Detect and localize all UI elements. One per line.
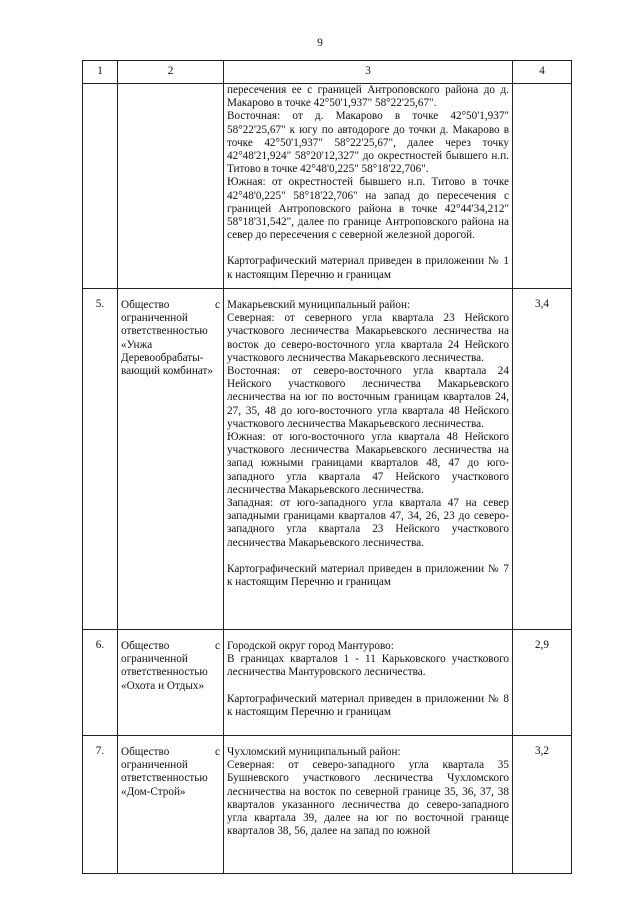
header-cell: 4 [513,61,572,84]
organization-line: Общество с [121,746,220,758]
boundary-description [224,84,513,289]
description-paragraph: Восточная: от северо-восточного угла квартала 24 Нейского участкового лесничества Макарьевского лесничества на юг по восточным границам кварталов 24, 27, 35, 48 до юго-восточного угла квартала 48 Нейского участкового лесничества Макарьевского лесничества. [227,365,509,430]
description-paragraph: Чухломский муниципальный район: [227,746,401,758]
row-number [83,84,118,289]
territories-table [82,60,572,874]
table-row [83,736,572,874]
description-paragraph: пересечения ее с границей Антроповского района до д. Макарово в точке 42°50'1,937" 58°22'25,67". [227,84,509,110]
table-header-row [83,61,572,84]
organization-cell [118,736,224,874]
organization-line: ответственностью [121,772,208,785]
organization-line: «Дом-Строй» [121,785,186,798]
table-row [83,630,572,736]
organization-line: ограниченной [121,653,188,666]
zone-cell: 3,4 [513,289,572,630]
boundary-description [224,630,513,736]
zone-cell: 2,9 [513,630,572,736]
table-row [83,84,572,289]
row-number: 7. [83,736,118,874]
organization-line: Деревообрабаты- [121,351,204,364]
organization-cell [118,84,224,289]
row-number: 5. [83,289,118,630]
description-paragraph: Северная: от северного угла квартала 23 Нейского участкового лесничества Макарьевского лесничества на восток до северо-восточного угла квартала 24 Нейского участкового лесничества Макарьевского лесничества. [227,312,509,364]
organization-line: Общество с [121,299,220,311]
description-paragraph: Северная: от северо-западного угла квартала 35 Бушневского участкового лесничества Чухломского лесничества на восток по северной границе 35, 36, 37, 38 кварталов указанного лесничества до северо-западного угла квартала 39, далее на юг по восточной границе кварталов 38, 56, далее на запад по южной [227,759,509,838]
description-paragraph: В границах кварталов 1 - 11 Карьковского участкового лесничества Мантуровского лесничества. [227,653,509,679]
description-paragraph: Макарьевский муниципальный район: [227,299,411,311]
organization-line: «Унжа [121,338,153,351]
zone-cell [513,84,572,289]
organization-line: ограниченной [121,759,188,772]
organization-cell [118,289,224,630]
organization-line: ответственностью [121,325,208,338]
description-paragraph: Восточная: от д. Макарово в точке 42°50'1,937" 58°22'25,67" к югу по автодороге до точки д. Макарово в точке 42°50'1,937" 58°22'25,67", далее через точку 42°48'21,924" 58°20'12,327" до окрестностей бывшего н.п. Титово в точке 42°48'0,225" 58°18'22,706". [227,110,509,176]
row-number: 6. [83,630,118,736]
organization-line: «Охота и Отдых» [121,679,205,692]
organization-cell [118,630,224,736]
header-cell: 3 [224,61,513,84]
description-paragraph: Южная: от юго-восточного угла квартала 48 Нейского участкового лесничества Макарьевского лесничества на запад южными границами кварталов 48, 47 до юго-западного угла квартала 47 Нейского участкового лесничества Макарьевского лесничества. [227,431,509,496]
table-row [83,289,572,630]
organization-line: вающий комбинат» [121,365,213,378]
description-paragraph: Городской округ город Мантурово: [227,640,394,652]
organization-line: Общество с [121,640,220,652]
organization-line: ограниченной [121,312,188,325]
description-paragraph: Картографический материал приведен в приложении № 1 к настоящим Перечню и границам [227,255,509,281]
zone-cell: 3,2 [513,736,572,874]
description-paragraph: Западная: от юго-западного угла квартала 47 на север западными границами кварталов 47, 34, 26, 23 до северо-западного угла квартала 23 Нейского участкового лесничества Макарьевского лесничества. [227,497,509,549]
boundary-description [224,289,513,630]
description-paragraph: Южная: от окрестностей бывшего н.п. Титово в точке 42°48'0,225" 58°18'22,706" на запад до пересечения с границей Антроповского района в точке 42°44'34,212" 58°18'31,542", далее по границе Антроповского района на север до пересечения с северной железной дорогой. [227,176,509,242]
page-number: 9 [317,37,323,49]
header-cell: 1 [83,61,118,84]
boundary-description [224,736,513,874]
description-paragraph: Картографический материал приведен в приложении № 8 к настоящим Перечню и границам [227,692,509,718]
header-cell: 2 [118,61,224,84]
organization-line: ответственностью [121,666,208,679]
description-paragraph: Картографический материал приведен в приложении № 7 к настоящим Перечню и границам [227,562,509,589]
